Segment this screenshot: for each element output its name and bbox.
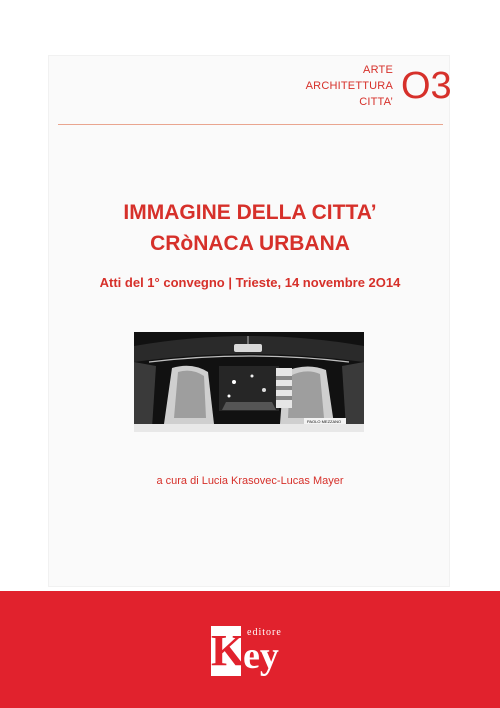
publisher-logo [211, 626, 289, 680]
book-title-line-2: CRòNACA URBANA [150, 232, 350, 255]
series-label [306, 62, 393, 110]
series-line-2: ARCHITETTURA [305, 80, 393, 92]
book-subtitle: Atti del 1° convegno | Trieste, 14 novembre 2O14 [99, 275, 401, 290]
editor-credit: a cura di Lucia Krasovec-Lucas Mayer [156, 475, 344, 487]
cover-panel [49, 56, 449, 586]
book-title-line-1: IMMAGINE DELLA CITTA’ [123, 201, 377, 224]
publisher-logo-sub: editore [247, 627, 282, 638]
illustration-signature: PAOLO MEZZANO [307, 419, 342, 424]
series-number: O3 [401, 65, 452, 107]
cover-illustration [134, 332, 364, 432]
header-divider [58, 124, 443, 125]
series-line-1: ARTE [363, 64, 393, 76]
series-line-3: CITTA’ [359, 96, 393, 108]
publisher-logo-word: ey [243, 635, 279, 677]
publisher-logo-letter: K [211, 626, 246, 675]
